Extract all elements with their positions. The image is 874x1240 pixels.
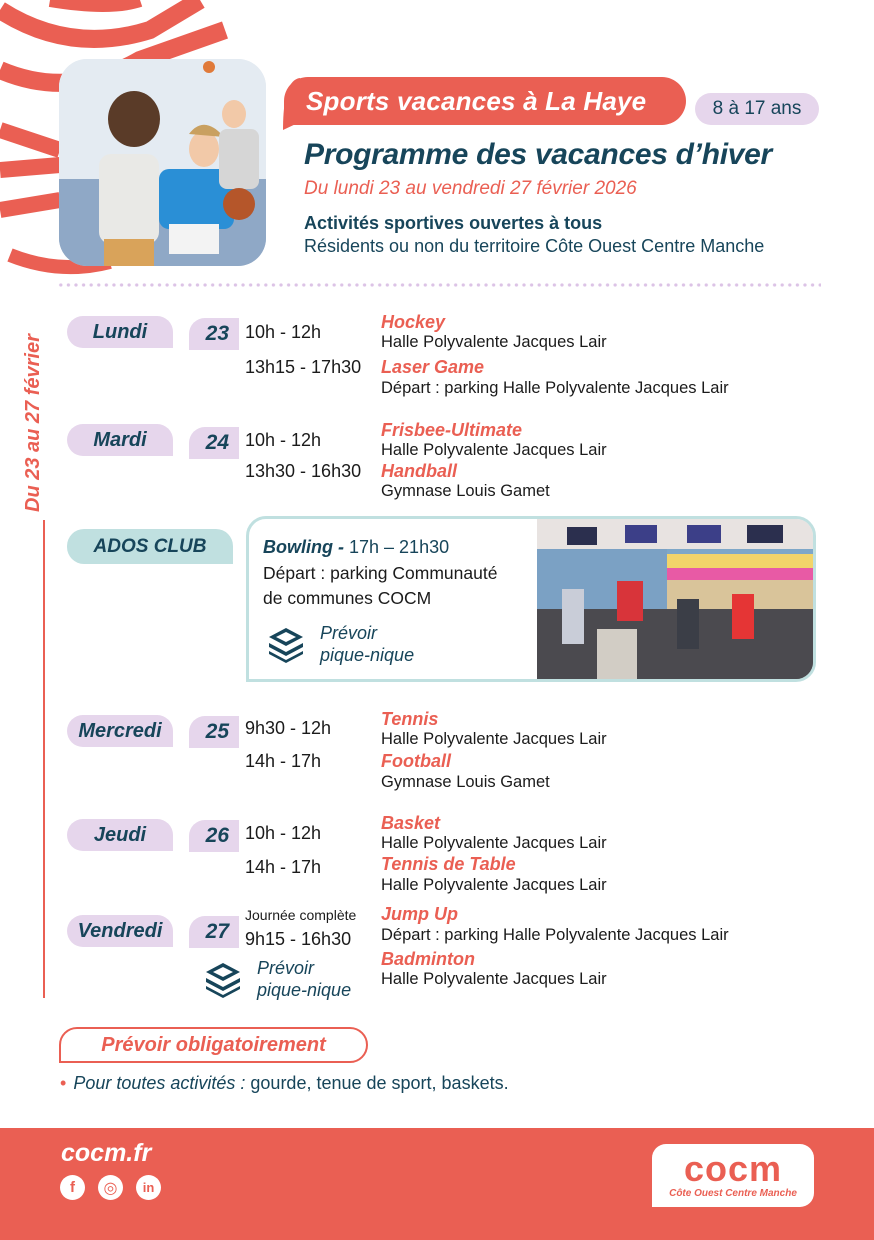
activity-place: Gymnase Louis Gamet: [381, 482, 550, 500]
title-pill: Sports vacances à La Haye: [284, 77, 686, 125]
full-day-note: Journée complète: [245, 907, 357, 923]
activity-jump-up: Jump Up: [381, 904, 459, 924]
picnic-line1: Prévoir: [320, 623, 378, 643]
cocm-logo: [652, 1144, 814, 1207]
activity-hockey: Hockey: [381, 312, 446, 332]
required-items-title: Prévoir obligatoirement: [59, 1027, 368, 1063]
day-pill-jeudi: Jeudi: [67, 819, 173, 851]
activity-place: Halle Polyvalente Jacques Lair: [381, 876, 607, 894]
sandwich-icon: [266, 624, 306, 664]
kids-illustration: [59, 59, 266, 266]
activity-laser-game: Laser Game: [381, 357, 485, 377]
picnic-note: [266, 622, 414, 666]
open-to-all-subtitle: Résidents ou non du territoire Côte Ouest Centre Manche: [304, 236, 765, 256]
activity-place: Départ : parking Halle Polyvalente Jacques Lair: [381, 379, 729, 397]
time-slot: 10h - 12h: [245, 823, 322, 843]
activity-place: Halle Polyvalente Jacques Lair: [381, 730, 607, 748]
day-number-27: 27: [189, 916, 239, 948]
bowling-time: 17h – 21h30: [349, 537, 450, 557]
bullet-dot: •: [60, 1073, 67, 1093]
activity-tennis: Tennis: [381, 709, 439, 729]
page-title: Programme des vacances d’hiver: [304, 138, 772, 171]
ados-club-pill: ADOS CLUB: [67, 529, 233, 564]
bullet-text: gourde, tenue de sport, baskets.: [245, 1073, 509, 1093]
activity-handball: Handball: [381, 461, 458, 481]
picnic-note-friday: [203, 957, 351, 1001]
bowling-title: [263, 537, 449, 558]
picnic-line2: pique-nique: [320, 645, 415, 665]
day-number-25: 25: [189, 716, 239, 748]
bowling-place-line2: de communes COCM: [263, 588, 432, 608]
day-number-26: 26: [189, 820, 239, 852]
hero-photo-kids: [59, 59, 266, 266]
bowling-separator: -: [333, 537, 349, 557]
bowling-activity: Bowling: [263, 537, 333, 557]
activity-place: Halle Polyvalente Jacques Lair: [381, 834, 607, 852]
picnic-text: [320, 622, 414, 666]
time-slot: 9h30 - 12h: [245, 718, 332, 738]
day-pill-lundi: Lundi: [67, 316, 173, 348]
bullet-label: Pour toutes activités :: [73, 1073, 246, 1093]
activity-place: Halle Polyvalente Jacques Lair: [381, 970, 607, 988]
logo-subtitle: Côte Ouest Centre Manche: [669, 1188, 797, 1199]
date-range: Du lundi 23 au vendredi 27 février 2026: [304, 178, 637, 199]
time-slot: 10h - 12h: [245, 322, 322, 342]
time-slot: 14h - 17h: [245, 857, 322, 877]
bowling-photo: [537, 519, 813, 682]
dotted-divider: [57, 283, 821, 287]
activity-place: Départ : parking Halle Polyvalente Jacques Lair: [381, 926, 729, 944]
side-vertical-line: [43, 520, 45, 998]
bowling-illustration: [537, 519, 813, 682]
open-to-all-title: Activités sportives ouvertes à tous: [304, 213, 603, 233]
side-date-label: Du 23 au 27 février: [22, 334, 44, 512]
activity-football: Football: [381, 751, 451, 771]
ados-club-card: [246, 516, 816, 682]
logo-word: cocm: [683, 1148, 783, 1189]
activity-frisbee-ultimate: Frisbee-Ultimate: [381, 420, 523, 440]
day-pill-mardi: Mardi: [67, 424, 173, 456]
website-link[interactable]: cocm.fr: [61, 1139, 152, 1167]
activity-place: Halle Polyvalente Jacques Lair: [381, 441, 607, 459]
age-badge: 8 à 17 ans: [695, 93, 819, 125]
facebook-icon[interactable]: f: [60, 1175, 85, 1200]
sandwich-icon: [203, 959, 243, 999]
day-number-23: 23: [189, 318, 239, 350]
activity-place: Halle Polyvalente Jacques Lair: [381, 333, 607, 351]
time-slot: 13h15 - 17h30: [245, 357, 362, 377]
instagram-icon[interactable]: ◎: [98, 1175, 123, 1200]
required-items-bullet: [60, 1073, 509, 1094]
activity-basket: Basket: [381, 813, 441, 833]
bowling-place-line1: Départ : parking Communauté: [263, 563, 498, 583]
activity-tennis-de-table: Tennis de Table: [381, 854, 516, 874]
time-slot: 10h - 12h: [245, 430, 322, 450]
activity-badminton: Badminton: [381, 949, 475, 969]
day-pill-mercredi: Mercredi: [67, 715, 173, 747]
picnic-line1: Prévoir: [257, 958, 315, 978]
picnic-line2: pique-nique: [257, 980, 352, 1000]
time-slot: 13h30 - 16h30: [245, 461, 362, 481]
picnic-text: [257, 957, 351, 1001]
activity-place: Gymnase Louis Gamet: [381, 773, 550, 791]
day-pill-vendredi: Vendredi: [67, 915, 173, 947]
linkedin-icon[interactable]: in: [136, 1175, 161, 1200]
time-slot: 9h15 - 16h30: [245, 929, 352, 949]
day-number-24: 24: [189, 427, 239, 459]
time-slot: 14h - 17h: [245, 751, 322, 771]
